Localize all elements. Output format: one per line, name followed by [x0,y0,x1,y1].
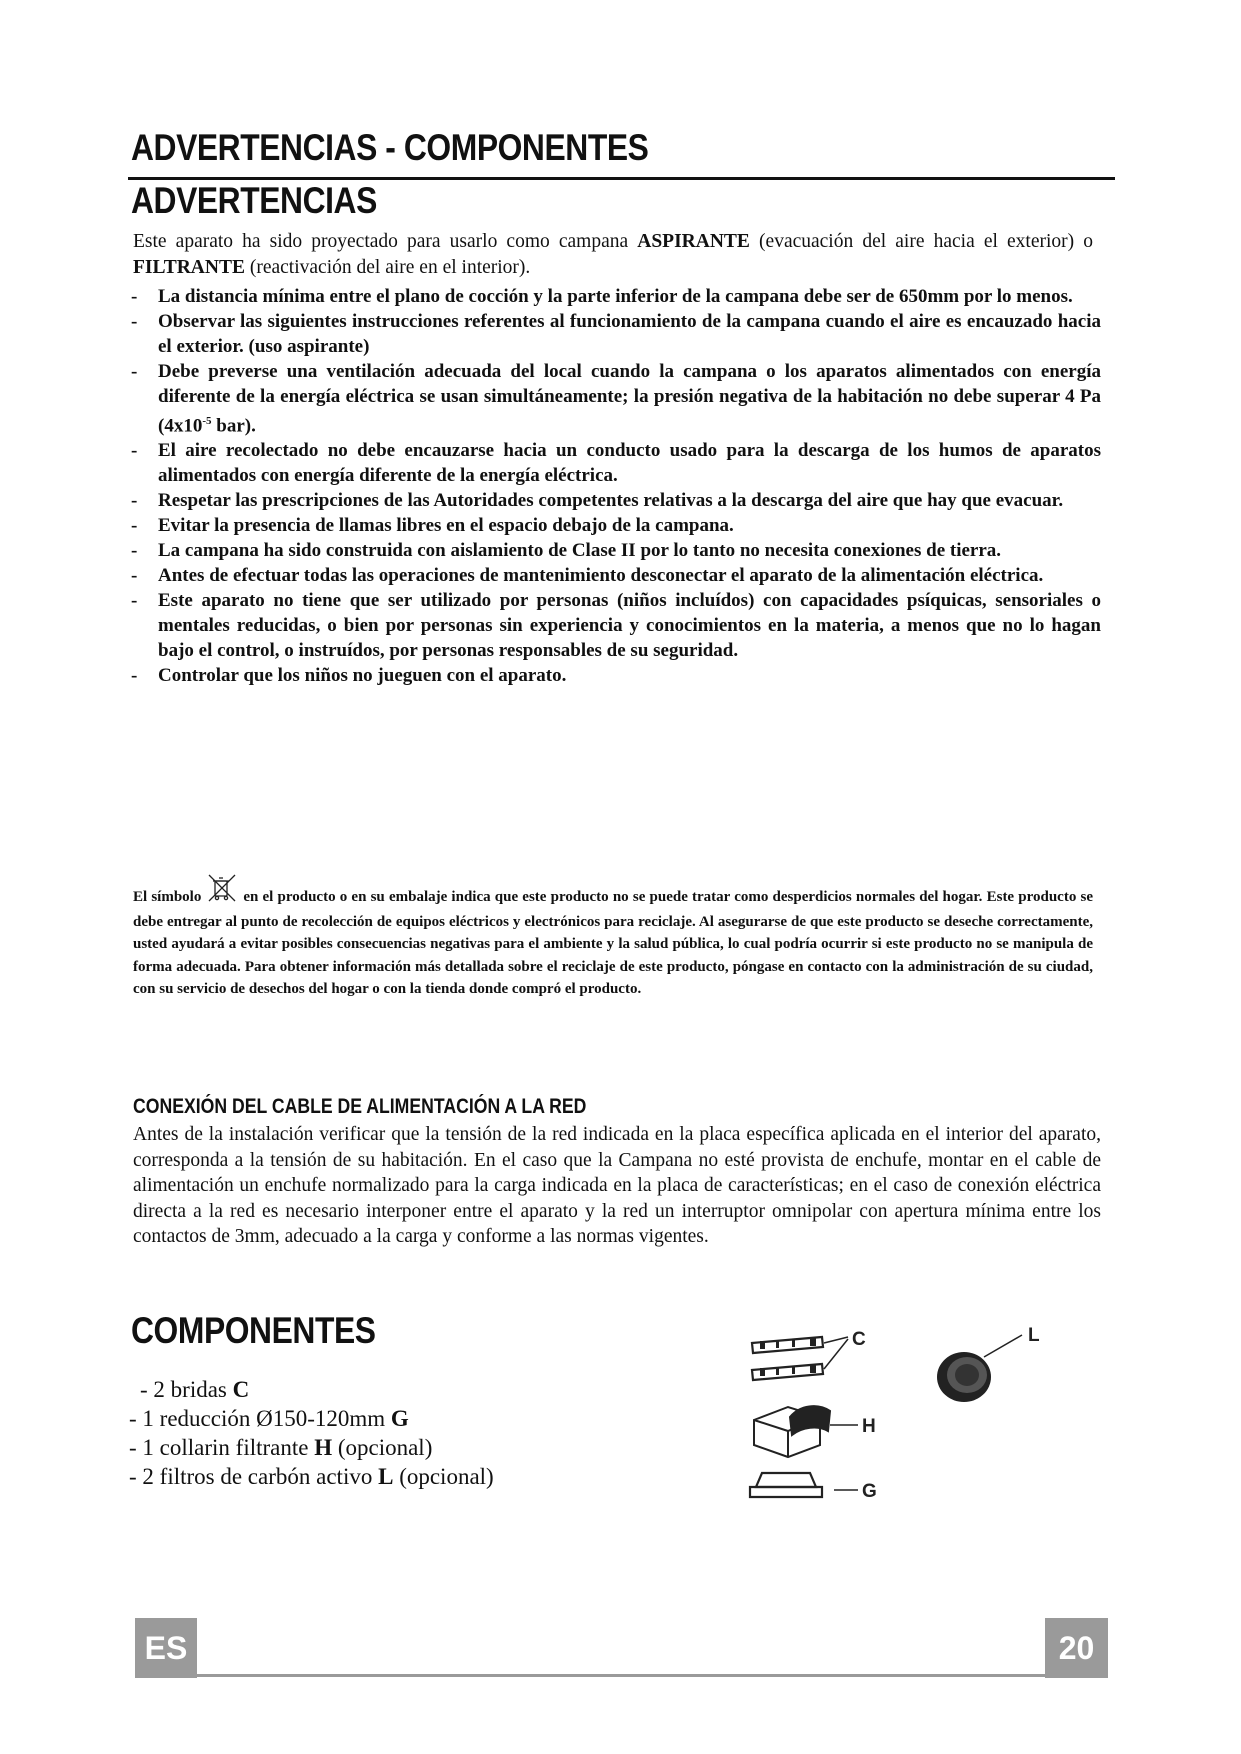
footer-rule [197,1674,1045,1677]
component-item: - 2 bridas C [140,1377,250,1402]
warning-item: - Debe preverse una ventilación adecuada del local cuando la campana o los aparatos alimentados con energía diferente de la energía eléctrica se usan simultáneamente; la presión negativa de la habitación no debe superar 4 Pa ($4x10^{-5}$ bar). [131,359,1101,438]
page-number: 20 [1045,1618,1108,1678]
warning-item: - Observar las siguientes instrucciones referentes al funcionamiento de la campana cuando el aire es encauzado hacia el exterior. (uso aspirante) [131,309,1101,359]
reducer-g-drawing [750,1473,858,1497]
warning-item: - Controlar que los niños no jueguen con el aparato. [131,663,1101,688]
component-item: - 1 collarin filtrante H (opcional) [129,1435,433,1460]
crossed-bin-icon [205,873,239,911]
label-h: H [862,1416,876,1437]
warning-item: - El aire recolectado no debe encauzarse hacia un conducto usado para la descarga de los humos de aparatos alimentados con energía diferente de la energía eléctrica. [131,438,1101,488]
carbon-filter-l-drawing [937,1335,1022,1402]
warning-item: - Respetar las prescripciones de las Autoridades competentes relativas a la descarga del aire que hay que evacuar. [131,488,1101,513]
connection-title: CONEXIÓN DEL CABLE DE ALIMENTACIÓN A LA RED [133,1095,587,1118]
component-item: - 2 filtros de carbón activo L (opcional) [129,1464,494,1489]
warning-item: - Este aparato no tiene que ser utilizado por personas (niños incluídos) con capacidades psíquicas, sensoriales o mentales reducidas, o bien por personas sin experiencia y conocimientos en la materia, a menos que no lo hagan bajo el control, o instruídos, por personas responsables de su seguridad. [131,588,1101,663]
filter-collar-h-drawing [754,1406,858,1457]
recycling-paragraph: El símbolo en el producto o en su embalaje indica que este producto no se puede tratar como desperdicios normales del hogar. Este producto se debe entregar al punto de recolección de equipos eléctricos y electrónicos para reciclaje. Al asegurarse de que este producto se deseche correctamente, usted ayudará a evitar posibles consecuencias negativas para el ambiente y la salud pública, lo cual podría ocurrir si este producto no se manipula de forma adecuada. Para obtener información más detallada sobre el reciclaje de este producto, póngase en contacto con la administración de su ciudad, con su servicio de desechos del hogar o con la tienda donde compró el producto. [133,873,1093,1001]
warning-item: - Evitar la presencia de llamas libres en el espacio debajo de la campana. [131,513,1101,538]
bracket-c-drawing [752,1337,848,1380]
components-list [129,1375,494,1491]
language-tab: ES [135,1618,197,1678]
connection-paragraph: Antes de la instalación verificar que la tensión de la red indicada en la placa específica aplicada en el interior del aparato, corresponda a la tensión de su habitación. En el caso que la Campana no esté provista de enchufe, montar en el cable de alimentación un enchufe normalizado para la carga indicada en la placa de características; en el caso de conexión eléctrica directa a la red es necesario interponer entre el aparato y la red un interruptor omnipolar con apertura mínima entre los contactos de 3mm, adecuado a la carga y conforme a las normas vigentes. [133,1124,1101,1247]
label-c: C [852,1329,866,1350]
component-item: - 1 reducción Ø150-120mm G [129,1406,409,1431]
warning-item: - La distancia mínima entre el plano de cocción y la parte inferior de la campana debe ser de 650mm por lo menos. [131,284,1101,309]
main-title: ADVERTENCIAS - COMPONENTES [131,127,649,168]
section-title-componentes: COMPONENTES [131,1310,376,1351]
warning-item: - La campana ha sido construida con aislamiento de Clase II por lo tanto no necesita conexiones de tierra. [131,538,1101,563]
section-title-advertencias: ADVERTENCIAS [131,180,377,221]
label-l: L [1028,1325,1040,1346]
label-g: G [862,1481,877,1502]
components-diagram [740,1325,1060,1520]
warning-item: - Antes de efectuar todas las operaciones de mantenimiento desconectar el aparato de la alimentación eléctrica. [131,563,1101,588]
warnings-list [131,284,1101,688]
intro-paragraph: Este aparato ha sido proyectado para usarlo como campana ASPIRANTE (evacuación del aire hacia el exterior) o FILTRANTE (reactivación del aire en el interior). [133,231,1093,278]
